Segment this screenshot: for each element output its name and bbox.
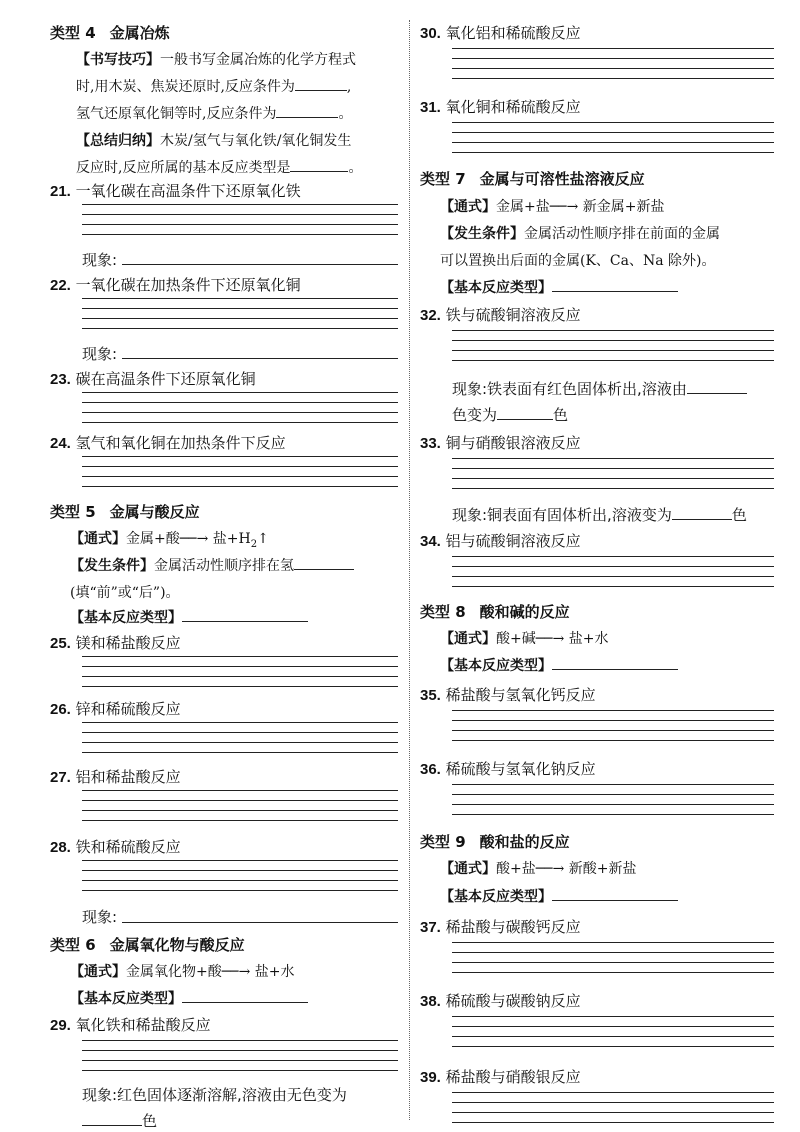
- phenomenon-label: 现象:: [82, 251, 118, 269]
- type8-heading: [420, 601, 570, 622]
- type7-label: 类型 7: [420, 170, 466, 188]
- answer-line[interactable]: [452, 1102, 774, 1103]
- answer-line[interactable]: [452, 720, 774, 721]
- type4-tip1-line1: [76, 49, 356, 69]
- tip-text: 木炭/氢气与氧化铁/氧化铜发生: [160, 133, 352, 149]
- answer-line[interactable]: [122, 358, 398, 359]
- answer-line[interactable]: [452, 566, 774, 567]
- type7-title: 金属与可溶性盐溶液反应: [479, 170, 645, 188]
- answer-line[interactable]: [452, 340, 774, 341]
- answer-blank[interactable]: [290, 157, 348, 172]
- answer-line[interactable]: [82, 422, 398, 423]
- answer-blank[interactable]: [294, 555, 354, 570]
- answer-line[interactable]: [452, 132, 774, 133]
- phenomenon-text: 现象:红色固体逐渐溶解,溶液由无色变为: [82, 1086, 347, 1104]
- question-number: 36.: [420, 761, 441, 778]
- answer-line[interactable]: [82, 722, 398, 723]
- question-number: 37.: [420, 919, 441, 936]
- tip-text: 时,用木炭、焦炭还原时,反应条件为: [76, 79, 295, 95]
- column-divider: [409, 20, 410, 1120]
- answer-line[interactable]: [82, 860, 398, 861]
- formula-text: 金属+酸──→ 盐+H: [126, 531, 251, 547]
- type7-condition-line1: [440, 223, 720, 243]
- question-number: 23.: [50, 371, 71, 388]
- basic-type-label: 【基本反应类型】: [440, 658, 552, 674]
- answer-line[interactable]: [122, 922, 398, 923]
- answer-line[interactable]: [452, 68, 774, 69]
- question-text: 锌和稀硫酸反应: [75, 700, 181, 718]
- answer-line[interactable]: [452, 1122, 774, 1123]
- question-31: [420, 96, 581, 117]
- phenomenon-28: [82, 906, 117, 927]
- phenomenon-33: [452, 504, 747, 525]
- question-25: [50, 632, 181, 653]
- answer-line[interactable]: [82, 800, 398, 801]
- condition-text: 可以置换出后面的金属(K、Ca、Na 除外)。: [440, 253, 716, 269]
- answer-line[interactable]: [82, 790, 398, 791]
- type5-basic-type: [70, 607, 308, 627]
- answer-line[interactable]: [82, 890, 398, 891]
- answer-line[interactable]: [82, 298, 398, 299]
- question-29: [50, 1014, 211, 1035]
- formula-subscript: 2: [250, 538, 258, 550]
- question-text: 一氧化碳在高温条件下还原氧化铁: [75, 182, 301, 200]
- type6-basic-type: [70, 988, 308, 1008]
- question-text: 碳在高温条件下还原氧化铜: [75, 370, 256, 388]
- tip-text: 一般书写金属冶炼的化学方程式: [160, 52, 356, 68]
- answer-line[interactable]: [82, 466, 398, 467]
- answer-line[interactable]: [452, 468, 774, 469]
- answer-line[interactable]: [452, 1046, 774, 1047]
- question-text: 氧化铜和稀硫酸反应: [445, 98, 581, 116]
- question-34: [420, 530, 581, 551]
- question-35: [420, 684, 596, 705]
- answer-line[interactable]: [82, 308, 398, 309]
- answer-line[interactable]: [82, 412, 398, 413]
- question-22: [50, 274, 301, 295]
- type6-label: 类型 6: [50, 936, 96, 954]
- condition-text: 金属活动性顺序排在氢: [154, 558, 294, 574]
- answer-blank[interactable]: [552, 655, 678, 670]
- question-24: [50, 432, 286, 453]
- question-32: [420, 304, 581, 325]
- answer-line[interactable]: [452, 804, 774, 805]
- answer-line[interactable]: [82, 328, 398, 329]
- answer-line[interactable]: [82, 318, 398, 319]
- answer-line[interactable]: [452, 952, 774, 953]
- type9-title: 酸和盐的反应: [479, 833, 570, 851]
- type6-title: 金属氧化物与酸反应: [109, 936, 245, 954]
- answer-line[interactable]: [82, 810, 398, 811]
- answer-line[interactable]: [452, 48, 774, 49]
- answer-blank[interactable]: [276, 103, 338, 118]
- answer-blank[interactable]: [295, 76, 347, 91]
- formula-text: 酸+盐──→ 新酸+新盐: [496, 861, 637, 877]
- answer-blank[interactable]: [82, 1111, 142, 1126]
- answer-line[interactable]: [82, 676, 398, 677]
- question-number: 30.: [420, 25, 441, 42]
- tip-text: 氢气还原氧化铜等时,反应条件为: [76, 106, 277, 122]
- phenomenon-text: 色: [553, 406, 569, 424]
- phenomenon-text: 色: [731, 506, 747, 524]
- answer-line[interactable]: [452, 142, 774, 143]
- type8-label: 类型 8: [420, 603, 466, 621]
- phenomenon-text: 现象:铜表面有固体析出,溶液变为: [452, 506, 672, 524]
- type6-formula: [70, 961, 295, 981]
- answer-line[interactable]: [82, 870, 398, 871]
- type9-basic-type: [440, 886, 678, 906]
- answer-line[interactable]: [452, 478, 774, 479]
- answer-line[interactable]: [452, 1026, 774, 1027]
- answer-blank[interactable]: [552, 886, 678, 901]
- question-number: 27.: [50, 769, 71, 786]
- type5-condition-line2: [70, 582, 180, 602]
- question-text: 稀盐酸与硝酸银反应: [445, 1068, 581, 1086]
- answer-line[interactable]: [82, 204, 398, 205]
- answer-line[interactable]: [452, 1112, 774, 1113]
- question-text: 稀盐酸与氢氧化钙反应: [445, 686, 596, 704]
- answer-line[interactable]: [452, 784, 774, 785]
- type7-basic-type: [440, 277, 678, 297]
- answer-line[interactable]: [82, 742, 398, 743]
- formula-head: 【通式】: [440, 199, 496, 215]
- type4-tip1-line3: [76, 103, 352, 123]
- tip-head: 【总结归纳】: [76, 133, 160, 149]
- phenomenon-21: [82, 249, 117, 270]
- phenomenon-32: [452, 378, 747, 399]
- question-number: 39.: [420, 1069, 441, 1086]
- type4-heading: [50, 22, 170, 43]
- phenomenon-text: 色: [142, 1112, 158, 1130]
- question-number: 32.: [420, 307, 441, 324]
- answer-line[interactable]: [452, 1016, 774, 1017]
- answer-blank[interactable]: [687, 379, 747, 394]
- question-text: 铝与硫酸铜溶液反应: [445, 532, 581, 550]
- formula-head: 【通式】: [440, 631, 496, 647]
- answer-line[interactable]: [82, 214, 398, 215]
- answer-line[interactable]: [122, 264, 398, 265]
- answer-line[interactable]: [452, 1036, 774, 1037]
- question-number: 25.: [50, 635, 71, 652]
- type9-label: 类型 9: [420, 833, 466, 851]
- type7-condition-line2: [440, 250, 716, 270]
- type7-formula: [440, 196, 665, 216]
- formula-text: 金属+盐──→ 新金属+新盐: [496, 199, 665, 215]
- answer-line[interactable]: [452, 814, 774, 815]
- tip-text: 。: [338, 106, 353, 122]
- tip-text: 反应时,反应所属的基本反应类型是: [76, 160, 291, 176]
- question-number: 26.: [50, 701, 71, 718]
- question-text: 稀硫酸与碳酸钠反应: [445, 992, 581, 1010]
- type9-formula: [440, 858, 637, 878]
- phenomenon-32-line2: [452, 404, 568, 425]
- question-number: 24.: [50, 435, 71, 452]
- basic-type-label: 【基本反应类型】: [70, 991, 182, 1007]
- question-number: 33.: [420, 435, 441, 452]
- question-38: [420, 990, 581, 1011]
- question-21: [50, 180, 301, 201]
- question-33: [420, 432, 581, 453]
- answer-blank[interactable]: [497, 405, 553, 420]
- basic-type-label: 【基本反应类型】: [440, 889, 552, 905]
- answer-line[interactable]: [82, 1060, 398, 1061]
- answer-line[interactable]: [82, 486, 398, 487]
- answer-line[interactable]: [452, 1092, 774, 1093]
- question-30: [420, 22, 581, 43]
- answer-line[interactable]: [452, 122, 774, 123]
- phenomenon-text: 现象:铁表面有红色固体析出,溶液由: [452, 380, 687, 398]
- answer-line[interactable]: [82, 224, 398, 225]
- answer-line[interactable]: [452, 360, 774, 361]
- condition-text: (填“前”或“后”)。: [70, 585, 180, 601]
- answer-line[interactable]: [82, 732, 398, 733]
- basic-type-label: 【基本反应类型】: [70, 610, 182, 626]
- answer-line[interactable]: [452, 972, 774, 973]
- question-text: 氧化铁和稀盐酸反应: [75, 1016, 211, 1034]
- answer-line[interactable]: [82, 392, 398, 393]
- answer-line[interactable]: [452, 458, 774, 459]
- answer-line[interactable]: [82, 666, 398, 667]
- formula-head: 【通式】: [70, 964, 126, 980]
- answer-line[interactable]: [82, 686, 398, 687]
- type5-label: 类型 5: [50, 503, 96, 521]
- question-39: [420, 1066, 581, 1087]
- answer-blank[interactable]: [182, 607, 308, 622]
- question-text: 铝和稀盐酸反应: [75, 768, 181, 786]
- answer-line[interactable]: [452, 58, 774, 59]
- answer-line[interactable]: [82, 476, 398, 477]
- answer-line[interactable]: [452, 710, 774, 711]
- question-23: [50, 368, 256, 389]
- condition-head: 【发生条件】: [70, 558, 154, 574]
- answer-line[interactable]: [452, 740, 774, 741]
- type7-heading: [420, 168, 645, 189]
- question-text: 稀盐酸与碳酸钙反应: [445, 918, 581, 936]
- condition-head: 【发生条件】: [440, 226, 524, 242]
- question-number: 38.: [420, 993, 441, 1010]
- answer-line[interactable]: [82, 752, 398, 753]
- type4-label: 类型 4: [50, 24, 96, 42]
- answer-line[interactable]: [452, 586, 774, 587]
- answer-line[interactable]: [452, 78, 774, 79]
- question-text: 稀硫酸与氢氧化钠反应: [445, 760, 596, 778]
- answer-line[interactable]: [82, 656, 398, 657]
- question-36: [420, 758, 596, 779]
- type4-tip2-line2: [76, 157, 362, 177]
- condition-text: 金属活动性顺序排在前面的金属: [524, 226, 720, 242]
- question-number: 34.: [420, 533, 441, 550]
- formula-text: 金属氧化物+酸──→ 盐+水: [126, 964, 295, 980]
- question-28: [50, 836, 181, 857]
- question-text: 铁与硫酸铜溶液反应: [445, 306, 581, 324]
- question-number: 31.: [420, 99, 441, 116]
- answer-line[interactable]: [452, 488, 774, 489]
- type4-title: 金属冶炼: [109, 24, 170, 42]
- answer-blank[interactable]: [672, 505, 732, 520]
- answer-line[interactable]: [452, 794, 774, 795]
- answer-line[interactable]: [82, 456, 398, 457]
- answer-line[interactable]: [82, 1040, 398, 1041]
- type8-title: 酸和碱的反应: [479, 603, 570, 621]
- question-number: 28.: [50, 839, 71, 856]
- question-text: 铜与硝酸银溶液反应: [445, 434, 581, 452]
- answer-line[interactable]: [82, 234, 398, 235]
- question-text: 一氧化碳在加热条件下还原氧化铜: [75, 276, 301, 294]
- answer-blank[interactable]: [552, 277, 678, 292]
- type9-heading: [420, 831, 570, 852]
- basic-type-label: 【基本反应类型】: [440, 280, 552, 296]
- tip-text: ,: [346, 79, 352, 95]
- answer-line[interactable]: [82, 1070, 398, 1071]
- type4-tip1-line2: [76, 76, 351, 96]
- answer-line[interactable]: [452, 556, 774, 557]
- answer-line[interactable]: [82, 402, 398, 403]
- answer-blank[interactable]: [182, 988, 308, 1003]
- up-arrow-icon: ↑: [257, 531, 269, 547]
- answer-line[interactable]: [452, 576, 774, 577]
- question-number: 21.: [50, 183, 71, 200]
- question-number: 22.: [50, 277, 71, 294]
- type5-heading: [50, 501, 200, 522]
- type4-tip2-line1: [76, 130, 351, 150]
- question-number: 29.: [50, 1017, 71, 1034]
- answer-line[interactable]: [452, 330, 774, 331]
- type8-basic-type: [440, 655, 678, 675]
- type5-formula: [70, 528, 269, 550]
- answer-line[interactable]: [452, 350, 774, 351]
- question-26: [50, 698, 181, 719]
- formula-head: 【通式】: [440, 861, 496, 877]
- answer-line[interactable]: [452, 730, 774, 731]
- answer-line[interactable]: [82, 820, 398, 821]
- tip-text: 。: [348, 160, 363, 176]
- phenomenon-label: 现象:: [82, 345, 118, 363]
- phenomenon-label: 现象:: [82, 908, 118, 926]
- phenomenon-text: 色变为: [452, 406, 498, 424]
- answer-line[interactable]: [82, 880, 398, 881]
- question-37: [420, 916, 581, 937]
- question-number: 35.: [420, 687, 441, 704]
- formula-head: 【通式】: [70, 531, 126, 547]
- answer-line[interactable]: [82, 1050, 398, 1051]
- question-text: 镁和稀盐酸反应: [75, 634, 181, 652]
- answer-line[interactable]: [452, 962, 774, 963]
- type5-condition-line1: [70, 555, 354, 575]
- question-text: 氢气和氧化铜在加热条件下反应: [75, 434, 286, 452]
- phenomenon-22: [82, 343, 117, 364]
- type5-title: 金属与酸反应: [109, 503, 200, 521]
- type8-formula: [440, 628, 609, 648]
- type6-heading: [50, 934, 245, 955]
- question-text: 铁和稀硫酸反应: [75, 838, 181, 856]
- phenomenon-29-line2: [82, 1110, 157, 1131]
- phenomenon-29: [82, 1084, 347, 1105]
- tip-head: 【书写技巧】: [76, 52, 160, 68]
- formula-text: 酸+碱──→ 盐+水: [496, 631, 609, 647]
- answer-line[interactable]: [452, 942, 774, 943]
- answer-line[interactable]: [452, 152, 774, 153]
- question-27: [50, 766, 181, 787]
- question-text: 氧化铝和稀硫酸反应: [445, 24, 581, 42]
